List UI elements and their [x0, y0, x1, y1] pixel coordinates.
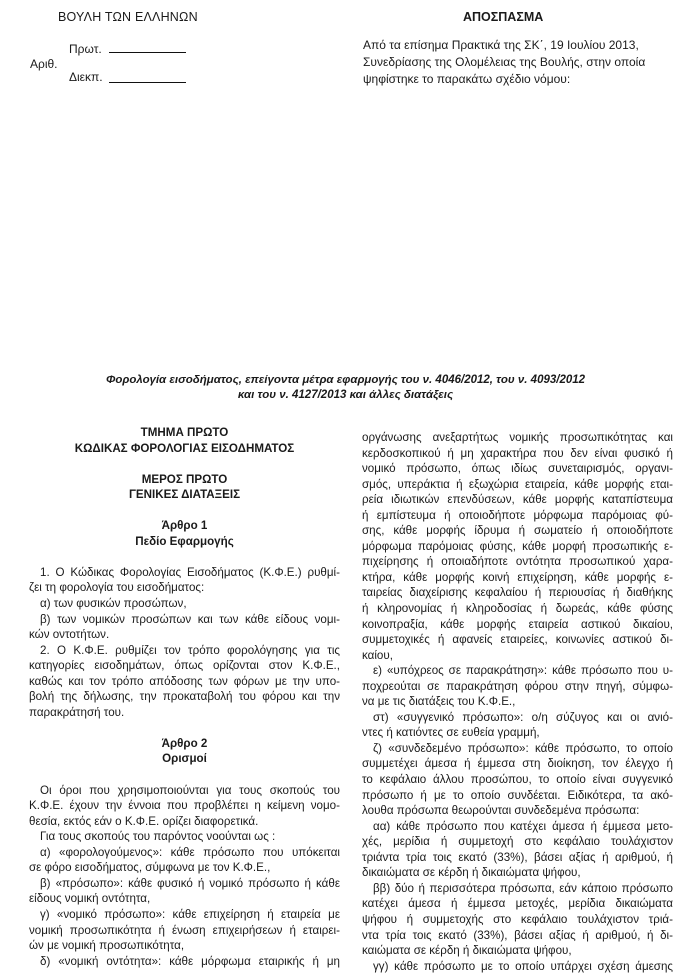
text-line: πιχείρησης ή οποιαδήποτε οντότητα προσωπικού χαρα- — [362, 555, 673, 569]
section-heading — [29, 425, 340, 456]
text-line: Οι όροι που χρησιμοποιούνται για τους σκοπούς του — [40, 783, 340, 797]
extract-title: ΑΠΟΣΠΑΣΜΑ — [463, 10, 544, 24]
law-title-line: Φορολογία εισοδήματος, επείγοντα μέτρα εφαρμογής του ν. 4046/2012, του ν. 4093/2012 — [105, 374, 586, 386]
text-line: το κεφάλαιο άλλου προσώπου, το οποίο είναι συγγενικό — [362, 773, 673, 787]
law-title-line: και του ν. 4127/2013 και άλλες διατάξεις — [237, 389, 454, 401]
text-line: ββ) δύο ή περισσότερα πρόσωπα, εάν κάποιο πρόσωπο — [373, 881, 673, 895]
diekp-number-field — [109, 82, 186, 83]
text-line: κατέχει άμεσα ή έμμεσα μετοχές, μερίδια δικαιώματα — [362, 897, 673, 911]
text-line: συμμετέχει άμεσα ή έμμεσα στη διοίκηση, τον έλεγχο ή — [362, 757, 673, 771]
prot-number-field — [109, 52, 186, 53]
text-line: θεσία, εκτός εάν ο Κ.Φ.Ε. ορίζει διαφορετικά. — [29, 814, 259, 828]
extract-line: Από τα επίσημα Πρακτικά της ΣΚ΄, 19 Ιουλίου 2013, — [363, 38, 639, 52]
text-line: ή κληρονομίας ή κληροδοσίας ή δωρεάς, κάθε φύσης — [362, 602, 673, 616]
text-line: χές, μερίδια ή συμμετοχή στο κεφάλαιο τουλάχιστον — [362, 835, 673, 849]
extract-line: Συνεδρίασης της Ολομέλειας της Βουλής, στην οποία — [363, 55, 646, 69]
text-line: ζει τη φορολογία του εισοδήματος: — [29, 581, 205, 595]
text-line: κερδοσκοπικού ή μη χαρακτήρα που δεν είναι φυσικό ή — [362, 446, 673, 460]
prot-label: Πρωτ. — [69, 42, 102, 56]
extract-text — [363, 37, 683, 88]
text-line: α) «φορολογούμενος»: κάθε πρόσωπο που υπόκειται — [40, 845, 340, 859]
text-line: είδους νομική οντότητα, — [29, 892, 151, 906]
text-line: 1. Ο Κώδικας Φορολογίας Εισοδήματος (Κ.Φ.Ε.) ρυθμί- — [40, 565, 340, 579]
text-line: ντα τρία τοις εκατό (33%), βάσει αξίας ή αριθμού, ή δι- — [362, 928, 673, 942]
article-number: Άρθρο 2 — [161, 736, 208, 750]
number-label: Αριθ. — [30, 57, 58, 71]
text-line: α) των φυσικών προσώπων, — [40, 597, 187, 611]
text-line: κοινοπραξία, κάθε μορφής εταιρεία αστικού δικαίου, — [362, 617, 673, 631]
law-title — [0, 373, 691, 403]
text-line: συμμετοχικές ή αφανείς εταιρείες, κοινωνίες αστικού δι- — [362, 633, 673, 647]
text-line: κατηγορίες εισοδημάτων, όπως ορίζονται στον Κ.Φ.Ε., — [29, 659, 340, 673]
article-2-body — [29, 783, 340, 970]
text-line: β) «πρόσωπο»: κάθε φυσικό ή νομικό πρόσωπο ή κάθε — [40, 876, 340, 890]
text-line: δικαιώματα σε κέρδη ή δικαιώματα ψήφου, — [362, 866, 581, 880]
text-line: τριάντα τρία τοις εκατό (33%), βάσει αξίας ή αριθμού, ή — [362, 850, 673, 864]
text-line: καθώς και τον τρόπο απόδοσης των φόρων με την υπο- — [29, 674, 340, 688]
diekp-label: Διεκπ. — [69, 70, 103, 84]
text-line: νομική προσωπικότητα ή ένωση επιχειρήσεων ή εταιρει- — [29, 923, 340, 937]
article-2-heading — [29, 736, 340, 767]
text-line: παρακράτησή του. — [29, 705, 125, 719]
extract-line: ψηφίστηκε το παρακάτω σχέδιο νόμου: — [363, 72, 571, 86]
text-line: 2. Ο Κ.Φ.Ε. ρυθμίζει τον τρόπο φορολόγησης για τις — [40, 643, 340, 657]
text-line: καιώματα σε κέρδη ή δικαιώματα ψήφου, — [362, 944, 572, 958]
article-1-body — [29, 565, 340, 720]
text-line: ή εμπίστευμα ή οποιοδήποτε μόρφωμα παρόμοιας φύ- — [362, 508, 673, 522]
text-line: καίου, — [362, 648, 393, 662]
text-line: ποχρεούται σε παρακράτηση φόρου στην πηγή, σύμφω- — [362, 679, 673, 693]
text-line: ε) «υπόχρεος σε παρακράτηση»: κάθε πρόσωπο που υ- — [373, 664, 673, 678]
text-line: λουθα πρόσωπα θεωρούνται συνδεδεμένα πρόσωπα: — [362, 804, 640, 818]
text-line: β) των νομικών προσώπων και των κάθε είδους νομι- — [40, 612, 340, 626]
text-line: Για τους σκοπούς του παρόντος νοούνται ως : — [40, 830, 276, 844]
text-line: ζ) «συνδεδεμένο πρόσωπο»: κάθε πρόσωπο, το οποίο — [373, 741, 673, 755]
text-line: νομικό πρόσωπο, όπως ιδίως συνεταιρισμός, οργανι- — [362, 462, 673, 476]
text-line: μόρφωμα παρόμοιας φύσης, κάθε μορφή προσωπικής ε- — [362, 539, 673, 553]
parliament-name: ΒΟΥΛΗ ΤΩΝ ΕΛΛΗΝΩΝ — [58, 10, 198, 24]
right-column — [362, 430, 673, 974]
text-line: αα) κάθε πρόσωπο που κατέχει άμεσα ή έμμεσα μετο- — [373, 819, 673, 833]
text-line: βολή της δήλωσης, την προκαταβολή του φόρου και την — [29, 690, 340, 704]
text-line: σε φόρο εισοδήματος, σύμφωνα με τον Κ.Φ.Ε., — [29, 861, 271, 875]
text-line: ών με νομική προσωπικότητα, — [29, 939, 185, 953]
article-1-heading — [29, 518, 340, 549]
part-heading — [29, 472, 340, 503]
section-number: ΤΜΗΜΑ ΠΡΩΤΟ — [140, 426, 229, 439]
section-title: ΚΩΔΙΚΑΣ ΦΟΡΟΛΟΓΙΑΣ ΕΙΣΟΔΗΜΑΤΟΣ — [74, 441, 295, 455]
text-line: γ) «νομικό πρόσωπο»: κάθε επιχείρηση ή εταιρεία με — [40, 907, 340, 921]
text-line: σης, κάθε μορφής ίδρυμα ή σωματείο ή οποιοδήποτε — [362, 524, 673, 538]
text-line: ντες ή κατιόντες σε ευθεία γραμμή, — [362, 726, 540, 740]
text-line: ρεία ιδιωτικών επενδύσεων, κάθε μορφής καταπίστευμα — [362, 493, 673, 507]
article-title: Πεδίο Εφαρμογής — [135, 534, 234, 548]
text-line: κτήρα, κάθε μορφής κοινή επιχείρηση, κάθε μορφής ε- — [362, 570, 673, 584]
text-line: κών οντοτήτων. — [29, 628, 110, 642]
text-line: ταιρείας διαχείρισης κεφαλαίου ή περιουσίας ή διαθήκης — [362, 586, 673, 600]
text-line: στ) «συγγενικό πρόσωπο»: ο/η σύζυγος και οι ανιό- — [373, 710, 673, 724]
text-line: γγ) κάθε πρόσωπο με το οποίο υπάρχει σχέση άμεσης — [373, 959, 673, 973]
text-line: πρόσωπο ή με το οποίο συνδέεται. Ειδικότερα, τα ακό- — [362, 788, 673, 802]
text-line: Κ.Φ.Ε. έχουν την έννοια που προβλέπει η κείμενη νομο- — [29, 799, 340, 813]
part-title: ΓΕΝΙΚΕΣ ΔΙΑΤΑΞΕΙΣ — [128, 488, 241, 502]
text-line: σμός, υπεράκτια ή εξωχώρια εταιρεία, κάθε μορφής εται- — [362, 477, 673, 491]
text-line: ψήφου ή συμμετοχής στο κεφάλαιο τουλάχιστον τριά- — [362, 912, 673, 926]
text-line: οργάνωσης ανεξαρτήτως νομικής προσωπικότητας και — [362, 431, 673, 444]
left-column — [29, 425, 340, 969]
text-line: να με τις διατάξεις του Κ.Φ.Ε., — [362, 695, 516, 709]
article-title: Ορισμοί — [162, 752, 207, 766]
text-line: δ) «νομική οντότητα»: κάθε μόρφωμα εταιρικής ή μη — [40, 954, 340, 968]
article-number: Άρθρο 1 — [161, 519, 208, 533]
part-number: ΜΕΡΟΣ ΠΡΩΤΟ — [141, 472, 228, 486]
